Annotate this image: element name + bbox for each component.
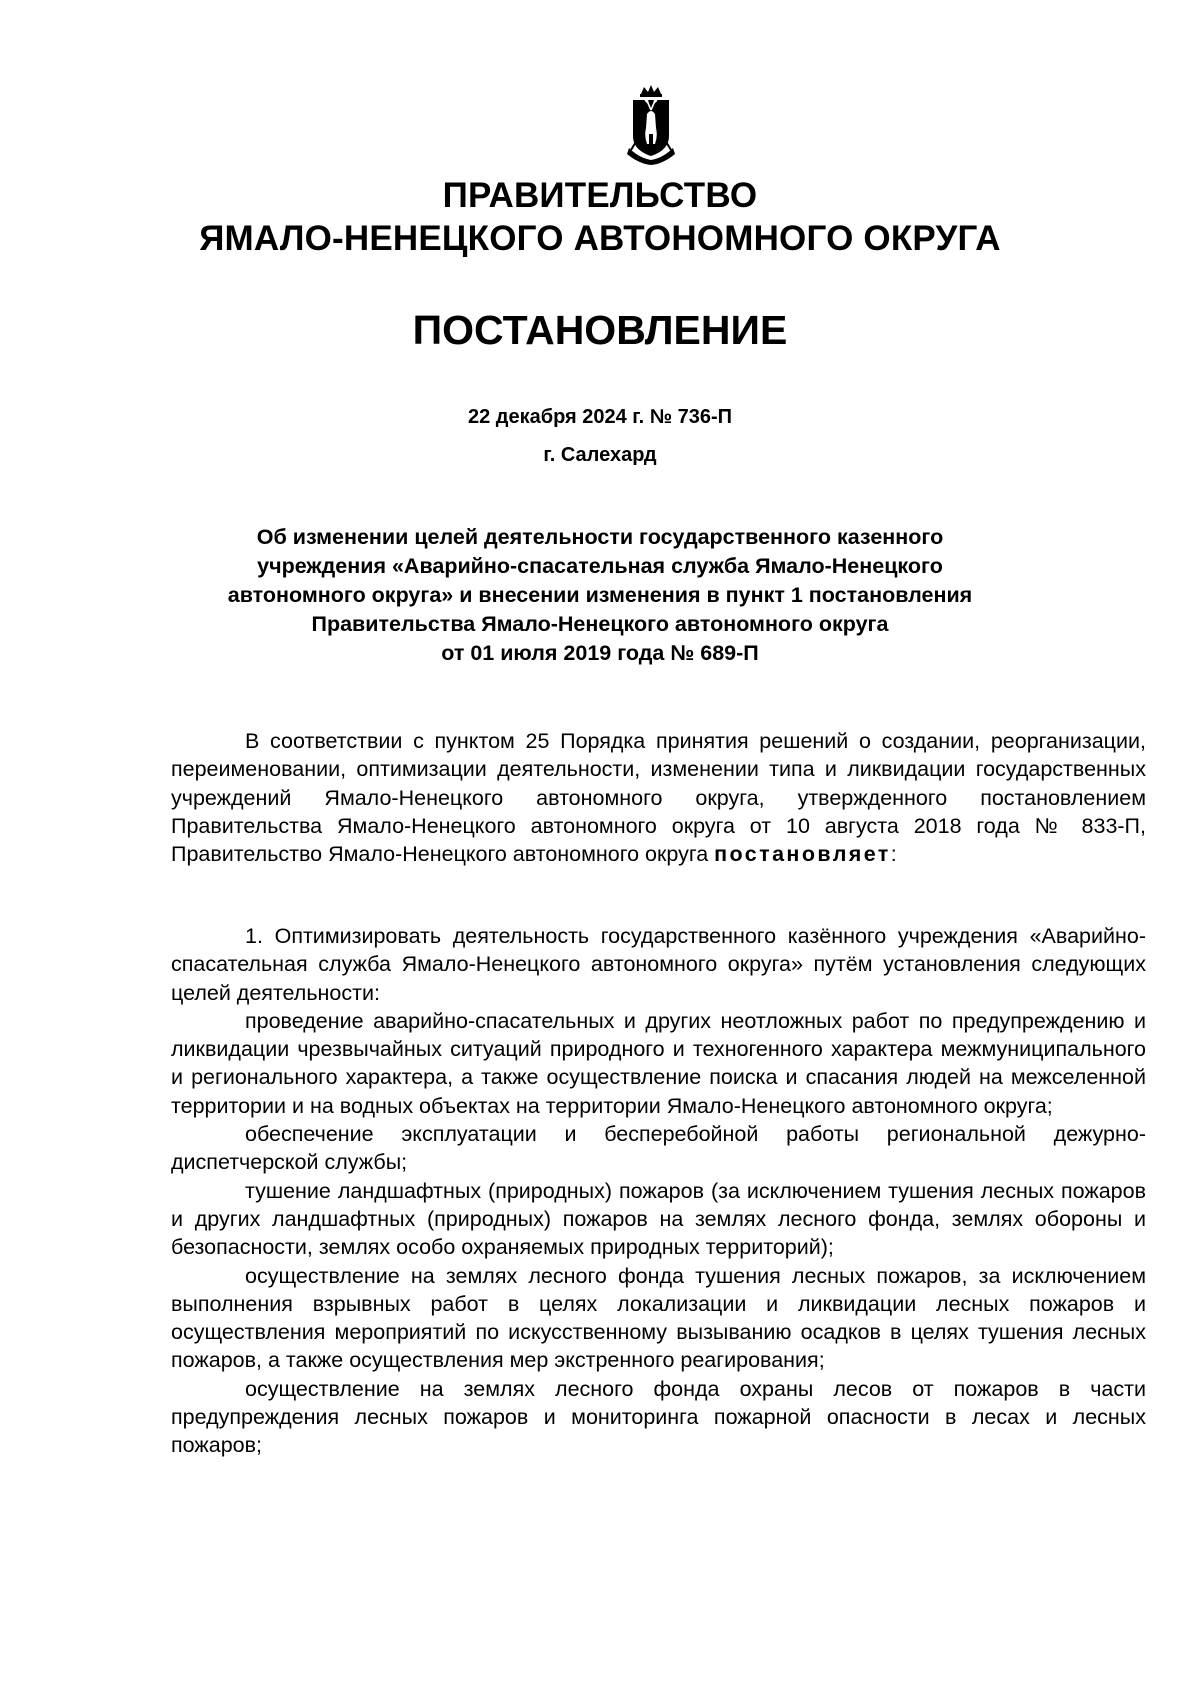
goal-paragraph: обеспечение эксплуатации и бесперебойной работы региональной дежурно-диспетчерской службы; <box>171 1122 1146 1175</box>
title-line: автономного округа» и внесении изменения в пункт 1 постановления <box>227 583 973 607</box>
organization-name-line2: ЯМАЛО-НЕНЕЦКОГО АВТОНОМНОГО ОКРУГА <box>199 219 1001 258</box>
document-city: г. Салехард <box>543 444 657 466</box>
preamble-tail: : <box>890 842 897 867</box>
organization-name-line1: ПРАВИТЕЛЬСТВО <box>442 176 758 215</box>
document-date: 22 декабря 2024 г. <box>467 406 645 428</box>
item-1-section <box>171 922 1146 1460</box>
document-title <box>150 523 1050 668</box>
goal-paragraph: проведение аварийно-спасательных и других неотложных работ по предупреждению и ликвидации чрезвычайных ситуаций природного и техногенного характера межмуниципального и регионального характера, а также осуществление поиска и спасания людей на межселенной территории и на водных объектах на территории Ямало-Ненецкого автономного округа; <box>171 1008 1146 1118</box>
document-type-heading: ПОСТАНОВЛЕНИЕ <box>412 307 788 353</box>
item-1-paragraph: 1. Оптимизировать деятельность государственного казённого учреждения «Аварийно-спасательная служба Ямало-Ненецкого автономного округа» путём установления следующих целей деятельности: <box>171 924 1146 1005</box>
goal-paragraph: тушение ландшафтных (природных) пожаров (за исключением тушения лесных пожаров и других ландшафтных (природных) пожаров на землях лесного фонда, землях обороны и безопасности, землях особо охраняемых природных территорий); <box>171 1178 1146 1260</box>
preamble-paragraph <box>171 727 1146 868</box>
yamal-nenets-coat-of-arms-icon <box>625 84 677 166</box>
title-line: Правительства Ямало-Ненецкого автономного округа <box>311 612 889 636</box>
preamble-text: В соответствии с пунктом 25 Порядка принятия решений о создании, реорганизации, переименовании, оптимизации деятельности, изменении типа и ликвидации государственных учреждений Ямало-Ненецкого автономного округа, утвержденного постановлением Правительства Ямало-Ненецкого автономного округа от 10 августа 2018 года № 833-П, Правительство Ямало-Ненецкого автономного округа <box>171 729 1146 867</box>
goal-paragraph: осуществление на землях лесного фонда охраны лесов от пожаров в части предупреждения лесных пожаров и мониторинга пожарной опасности в лесах и лесных пожаров; <box>171 1376 1146 1458</box>
title-line: учреждения «Аварийно-спасательная служба Ямало-Ненецкого <box>257 554 943 578</box>
goal-paragraph: осуществление на землях лесного фонда тушения лесных пожаров, за исключением выполнения взрывных работ в целях локализации и ликвидации лесных пожаров и осуществления мероприятий по искусственному вызыванию осадков в целях тушения лесных пожаров, а также осуществления мер экстренного реагирования; <box>171 1263 1146 1373</box>
document-number: № 736-П <box>649 406 733 428</box>
title-line: Об изменении целей деятельности государственного казенного <box>256 525 944 549</box>
decree-word: постановляет <box>714 842 891 867</box>
title-line: от 01 июля 2019 года № 689-П <box>441 641 759 665</box>
document-date-number <box>0 404 1200 430</box>
